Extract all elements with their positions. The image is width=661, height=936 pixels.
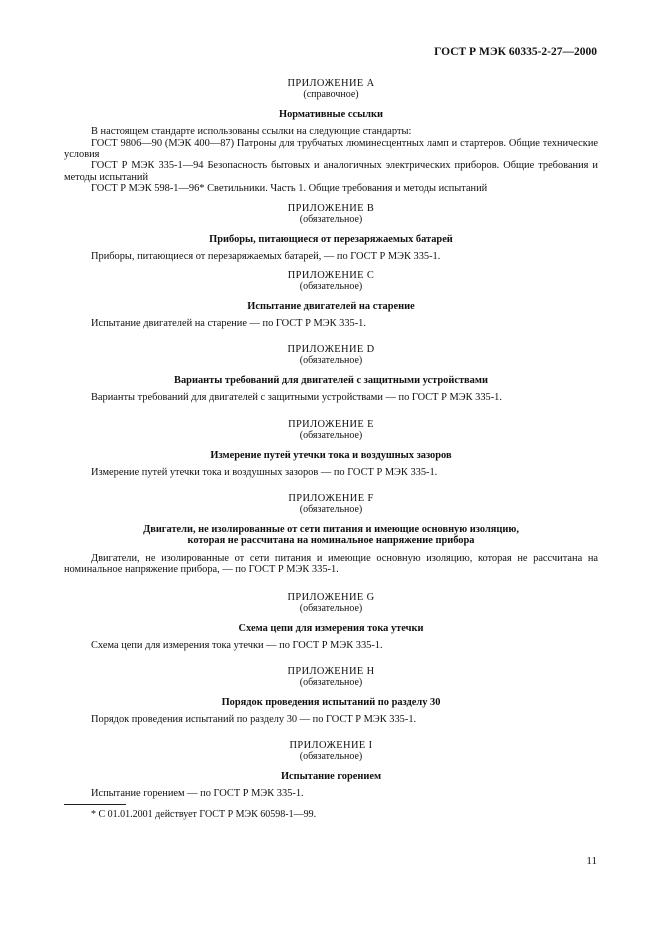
paragraph: Приборы, питающиеся от перезаряжаемых батарей, — по ГОСТ Р МЭК 335-1.	[91, 251, 441, 263]
appendix-title: Нормативные ссылки	[279, 108, 383, 120]
appendix-title: Измерение путей утечки тока и воздушных зазоров	[210, 449, 452, 461]
appendix-status: (справочное)	[303, 89, 359, 101]
appendix-title-line2: которая не рассчитана на номинальное напряжение прибора	[187, 535, 475, 547]
appendix-status: (обязательное)	[299, 430, 363, 442]
appendix-title: Схема цепи для измерения тока утечки	[238, 622, 424, 634]
paragraph: Испытание горением — по ГОСТ Р МЭК 335-1.	[91, 788, 304, 800]
appendix-label: ПРИЛОЖЕНИЕ Н	[287, 666, 375, 677]
paragraph: Измерение путей утечки тока и воздушных зазоров — по ГОСТ Р МЭК 335-1.	[91, 467, 438, 479]
appendix-status: (обязательное)	[299, 677, 363, 689]
appendix-label: ПРИЛОЖЕНИЕ С	[287, 270, 375, 281]
appendix-status: (обязательное)	[299, 751, 363, 763]
paragraph: ГОСТ 9806—90 (МЭК 400—87) Патроны для трубчатых люминесцентных ламп и стартеров. Общие технические условия	[64, 137, 598, 161]
appendix-e	[64, 419, 598, 479]
appendix-b	[64, 203, 598, 263]
paragraph: ГОСТ Р МЭК 335-1—94 Безопасность бытовых и аналогичных электрических приборов. Общие требования и методы испытаний	[64, 160, 598, 183]
page-number: 11	[586, 855, 597, 867]
appendix-d	[64, 344, 598, 404]
appendix-status: (обязательное)	[299, 355, 363, 367]
appendix-status: (обязательное)	[299, 504, 363, 516]
appendix-g	[64, 592, 598, 652]
appendix-label: ПРИЛОЖЕНИЕ В	[287, 203, 375, 214]
appendix-label: ПРИЛОЖЕНИЕ А	[287, 78, 375, 89]
footnote: * С 01.01.2001 действует ГОСТ Р МЭК 60598-1—99.	[91, 809, 317, 820]
paragraph: В настоящем стандарте использованы ссылки на следующие стандарты:	[91, 126, 412, 138]
appendix-label: ПРИЛОЖЕНИЕ D	[287, 344, 375, 355]
appendix-title: Порядок проведения испытаний по разделу 30	[221, 696, 441, 708]
appendix-title: Испытание двигателей на старение	[247, 300, 415, 312]
appendix-label: ПРИЛОЖЕНИЕ I	[289, 740, 373, 751]
appendix-title: Двигатели, не изолированные от сети питания и имеющие основную изоляцию,	[143, 523, 519, 535]
appendix-status: (обязательное)	[299, 603, 363, 615]
paragraph: Варианты требований для двигателей с защитными устройствами — по ГОСТ Р МЭК 335-1.	[91, 392, 502, 404]
appendix-label: ПРИЛОЖЕНИЕ F	[288, 493, 374, 504]
paragraph: Порядок проведения испытаний по разделу 30 — по ГОСТ Р МЭК 335-1.	[91, 714, 417, 726]
footnote-divider	[64, 804, 126, 805]
paragraph: ГОСТ Р МЭК 598-1—96* Светильники. Часть 1. Общие требования и методы испытаний	[91, 183, 488, 195]
paragraph: Испытание двигателей на старение — по ГОСТ Р МЭК 335-1.	[91, 318, 366, 330]
paragraph: Схема цепи для измерения тока утечки — по ГОСТ Р МЭК 335-1.	[91, 640, 383, 652]
appendix-title: Приборы, питающиеся от перезаряжаемых батарей	[209, 233, 453, 245]
appendix-label: ПРИЛОЖЕНИЕ G	[287, 592, 375, 603]
appendix-h	[64, 666, 598, 726]
appendix-status: (обязательное)	[299, 281, 363, 293]
paragraph: Двигатели, не изолированные от сети питания и имеющие основную изоляцию, которая не рассчитана на номинальное напряжение прибора, — по ГОСТ Р МЭК 335-1.	[64, 552, 598, 576]
appendix-title: Испытание горением	[280, 770, 382, 782]
appendix-c	[64, 270, 598, 330]
appendix-label: ПРИЛОЖЕНИЕ Е	[288, 419, 374, 430]
appendix-status: (обязательное)	[299, 214, 363, 226]
appendix-i	[64, 740, 598, 800]
document-code-header: ГОСТ Р МЭК 60335-2-27—2000	[434, 46, 597, 58]
appendix-a	[64, 78, 598, 195]
appendix-f	[64, 493, 598, 575]
appendix-title: Варианты требований для двигателей с защитными устройствами	[174, 374, 488, 386]
